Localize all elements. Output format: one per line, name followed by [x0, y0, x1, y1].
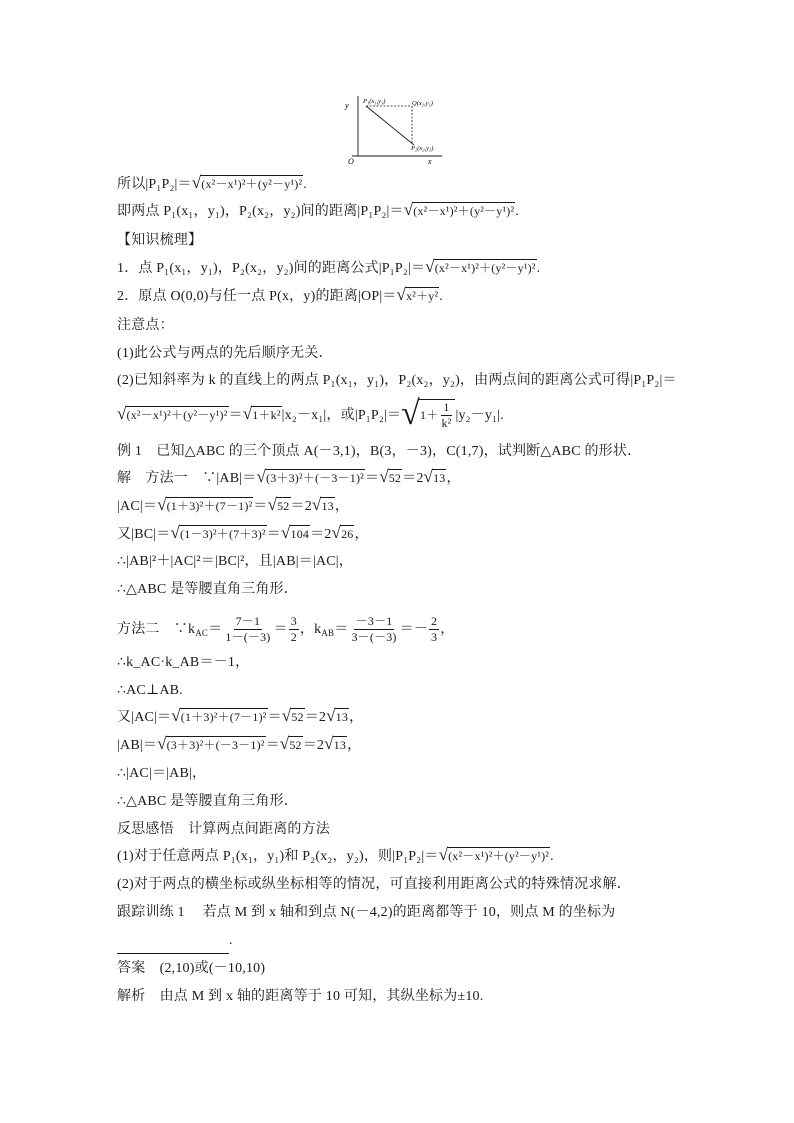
reflection-item-1: (1)对于任意两点 P₁(x₁，y₁)和 P₂(x₂，y₂)，则|P₁P₂|＝ √ (x²－x¹)²＋(y²－y¹)² .: [117, 845, 554, 865]
y-axis-label: y: [345, 101, 349, 110]
text-line-conclusion: 所以|P₁P₂|＝ √ (x²－x¹)²＋(y²－y¹)² .: [117, 173, 307, 193]
sqrt-expression: √ (x²－x¹)²＋(y²－y¹)²: [403, 200, 515, 220]
sqrt-expression: √ (x²－x¹)²＋(y²－y¹)²: [117, 404, 228, 424]
sqrt-expression: √ (x²－x¹)²＋(y²－y¹)²: [425, 257, 536, 277]
method-2-line-2: ∴k_AC·k_AB＝－1，: [117, 655, 250, 670]
sqrt-expression: √ (x²－x¹)²＋(y²－y¹)²: [191, 173, 303, 193]
example-1: 例 1 已知△ABC 的三个顶点 A(－3,1)，B(3，－3)，C(1,7)，试判断△ABC 的形状．: [117, 444, 642, 459]
solution-line-5: ∴△ABC 是等腰直角三角形．: [117, 582, 298, 597]
method-2-line-6: ∴|AC|＝|AB|，: [117, 766, 207, 781]
solution-line-3: 又|BC|＝ √ (1－3)²＋(7＋3)² ＝ √ 104 ＝2 √ 26 ，: [117, 523, 369, 543]
text-segment: 即两点 P₁(x₁，y₁)，P₂(x₂，y₂)间的距离|P₁P₂|＝: [117, 204, 404, 219]
note-title: 注意点：: [117, 318, 174, 333]
method-2-line-4: 又|AC|＝ √ (1＋3)²＋(7－1)² ＝ √ 52 ＝2 √ 13 ，: [117, 706, 364, 726]
note-3-formula: √ (x²－x¹)²＋(y²－y¹)² ＝ √ 1＋k² |x₂－x₁|，或|P₁P₂|＝ √ 1＋ $\frac{1}{\text{k²}}$ |y₂－y₁|.: [117, 394, 504, 432]
text-segment: 2．原点 O(0,0)与任一点 P(x，y)的距离|OP|＝: [117, 289, 397, 304]
sqrt-fraction-expression: √ 1＋ $\frac{1}{\text{k²}}$: [401, 399, 455, 431]
note-1: (1)此公式与两点的先后顺序无关．: [117, 346, 333, 361]
origin-label: O: [348, 157, 354, 164]
text-segment: 1．点 P₁(x₁，y₁)，P₂(x₂，y₂)间的距离公式|P₁P₂|＝: [117, 261, 426, 276]
answer-line: 答案 (2,10)或(－10,10): [117, 961, 266, 976]
explanation-line: 解析 由点 M 到 x 轴的距离等于 10 可知，其纵坐标为±10.: [117, 989, 484, 1004]
practice-question: 跟踪训练 1 若点 M 到 x 轴和到点 N(－4,2)的距离都等于 10，则点 M 的坐标为: [117, 905, 616, 920]
sqrt-expression: √ 1＋k²: [242, 404, 281, 424]
method-2-line-5: |AB|＝ √ (3＋3)²＋(－3－1)² ＝ √ 52 ＝2 √ 13 ，: [117, 734, 362, 754]
section-heading: 【知识梳理】: [117, 233, 203, 248]
reflection-title: 反思感悟 计算两点间距离的方法: [117, 822, 330, 837]
method-2-line-3: ∴AC⊥AB.: [117, 683, 183, 698]
solution-line-1: 解 方法一 ∵|AB|＝ √ (3＋3)²＋(－3－1)² ＝ √ 52 ＝2 √ 13 ，: [117, 467, 461, 487]
coordinate-figure: [342, 92, 452, 164]
practice-answer-blank-line: .: [117, 928, 233, 954]
p1-label: P₁(x₁,y₁): [363, 98, 386, 105]
note-2: (2)已知斜率为 k 的直线上的两点 P₁(x₁，y₁)，P₂(x₂，y₂)，由两点间的距离公式可得|P₁P₂|＝: [117, 373, 677, 388]
reflection-item-2: (2)对于两点的横坐标或纵坐标相等的情况，可直接利用距离公式的特殊情况求解．: [117, 877, 631, 892]
sqrt-expression: √ x²＋y²: [396, 285, 439, 305]
knowledge-item-2: 2．原点 O(0,0)与任一点 P(x，y)的距离|OP|＝ √ x²＋y² .: [117, 285, 443, 305]
text-segment: 所以|P₁P₂|＝: [117, 177, 192, 192]
text-line-distance: 即两点 P₁(x₁，y₁)，P₂(x₂，y₂)间的距离|P₁P₂|＝ √ (x²－x¹)²＋(y²－y¹)² .: [117, 200, 519, 220]
segment-p1-p2: [366, 106, 414, 145]
p2-label: P₂(x₂,y₂): [411, 145, 434, 152]
method-2-slopes: 方法二 $\because k_{AC}=$ $\frac{7-1}{1-(-3)}$ ＝ $\frac{3}{2}$ ，$k_{AB}=$ $\frac{-3-1}{3-(-3)}$ ＝－ $\frac{2}{3}$ ，: [117, 614, 455, 645]
x-axis-label: x: [428, 157, 432, 164]
answer-blank[interactable]: [117, 937, 229, 954]
knowledge-item-1: 1．点 P₁(x₁，y₁)，P₂(x₂，y₂)间的距离公式|P₁P₂|＝ √ (x²－x¹)²＋(y²－y¹)² .: [117, 257, 541, 277]
solution-line-2: |AC|＝ √ (1＋3)²＋(7－1)² ＝ √ 52 ＝2 √ 13 ，: [117, 495, 350, 515]
q-label: Q(x₂,y₁): [412, 100, 433, 107]
solution-line-4: ∴|AB|²＋|AC|²＝|BC|²，且|AB|＝|AC|，: [117, 554, 353, 569]
method-2-line-7: ∴△ABC 是等腰直角三角形．: [117, 794, 298, 809]
